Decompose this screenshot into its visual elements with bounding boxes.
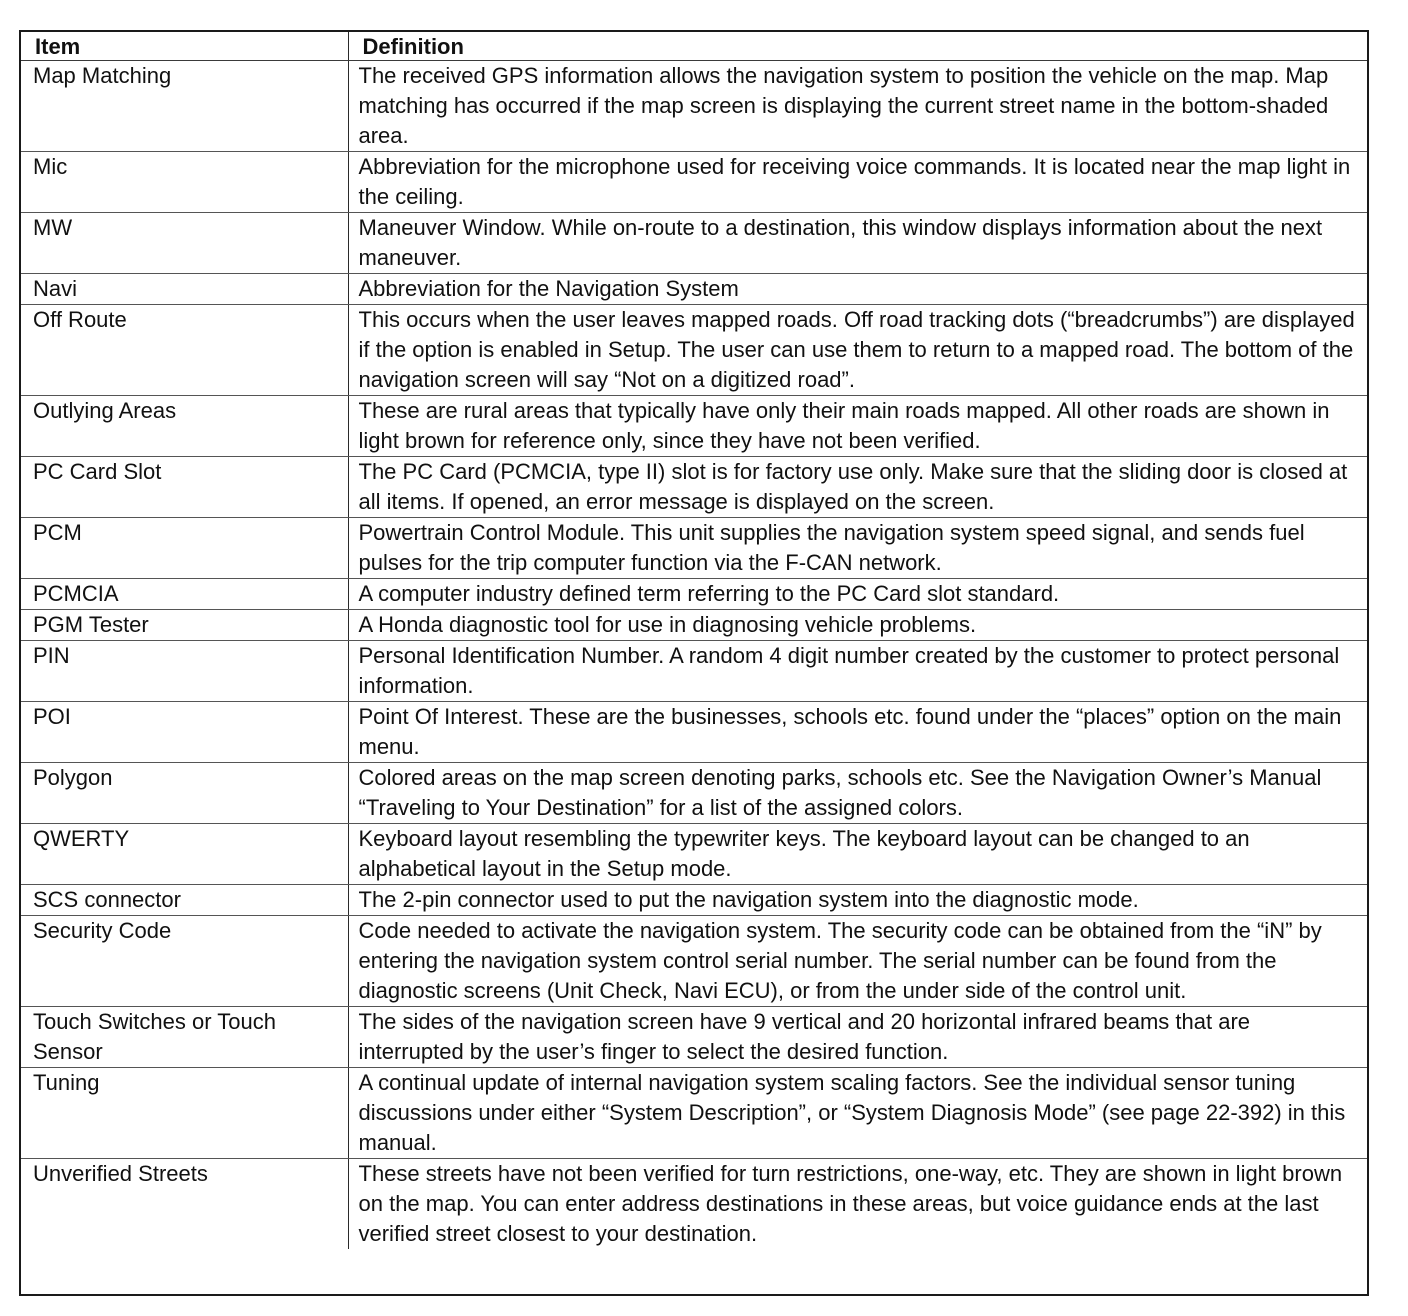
table-row (21, 763, 1367, 824)
term-cell: Navi (21, 274, 348, 305)
term-cell: Unverified Streets (33, 1161, 208, 1186)
definition-cell: The received GPS information allows the navigation system to position the vehicle on the map. Map matching has occurred if the map screen is displaying the current street name in the bottom-shaded area. (348, 61, 1367, 152)
term-cell: MW (21, 213, 348, 274)
term-cell: Map Matching (21, 61, 348, 152)
table-row (21, 916, 1367, 1007)
definition-cell: Personal Identification Number. A random 4 digit number created by the customer to protect personal information. (348, 641, 1367, 702)
glossary-page (19, 30, 1369, 1296)
table-row (21, 61, 1367, 152)
table-row (21, 885, 1367, 916)
definition-cell: The 2-pin connector used to put the navigation system into the diagnostic mode. (348, 885, 1367, 916)
term-cell: Touch Switches or Touch Sensor (21, 1007, 348, 1068)
glossary-table (21, 32, 1367, 1249)
table-row (21, 274, 1367, 305)
term-cell: Mic (21, 152, 348, 213)
term-cell: Off Route (21, 305, 348, 396)
header-row (21, 32, 1367, 61)
term-cell: PIN (21, 641, 348, 702)
table-row (21, 824, 1367, 885)
definition-cell: A Honda diagnostic tool for use in diagnosing vehicle problems. (348, 610, 1367, 641)
definition-cell: Powertrain Control Module. This unit supplies the navigation system speed signal, and sends fuel pulses for the trip computer function via the F-CAN network. (348, 518, 1367, 579)
definition-cell: Colored areas on the map screen denoting parks, schools etc. See the Navigation Owner’s Manual “Traveling to Your Destination” for a list of the assigned colors. (348, 763, 1367, 824)
table-row (21, 610, 1367, 641)
term-cell: Tuning (21, 1068, 348, 1159)
definition-cell: Abbreviation for the Navigation System (348, 274, 1367, 305)
definition-cell: Maneuver Window. While on-route to a destination, this window displays information about the next maneuver. (348, 213, 1367, 274)
table-row (21, 152, 1367, 213)
header-item: Item (21, 32, 348, 61)
definition-cell: This occurs when the user leaves mapped roads. Off road tracking dots (“breadcrumbs”) are displayed if the option is enabled in Setup. The user can use them to return to a mapped road. The bottom of the navigation screen will say “Not on a digitized road”. (348, 305, 1367, 396)
term-cell: PC Card Slot (21, 457, 348, 518)
definition-cell: Point Of Interest. These are the businesses, schools etc. found under the “places” option on the main menu. (348, 702, 1367, 763)
table-row (21, 457, 1367, 518)
table-row (21, 396, 1367, 457)
term-cell: PCMCIA (21, 579, 348, 610)
definition-cell: A continual update of internal navigation system scaling factors. See the individual sensor tuning discussions under either “System Description”, or “System Diagnosis Mode” (see page 22-392) in this manual. (348, 1068, 1367, 1159)
definition-cell: Code needed to activate the navigation system. The security code can be obtained from the “iN” by entering the navigation system control serial number. The serial number can be found from the diagnostic screens (Unit Check, Navi ECU), or from the under side of the control unit. (348, 916, 1367, 1007)
term-cell: Polygon (21, 763, 348, 824)
term-cell: PCM (21, 518, 348, 579)
definition-cell: These streets have not been verified for turn restrictions, one-way, etc. They are shown in light brown on the map. You can enter address destinations in these areas, but voice guidance ends at the last verified street closest to your destination. (348, 1159, 1367, 1250)
term-cell: POI (21, 702, 348, 763)
table-row (21, 518, 1367, 579)
definition-cell: A computer industry defined term referring to the PC Card slot standard. (348, 579, 1367, 610)
term-cell: Outlying Areas (21, 396, 348, 457)
table-row (21, 641, 1367, 702)
table-row (21, 305, 1367, 396)
table-row (21, 1159, 1367, 1250)
table-row (21, 1068, 1367, 1159)
table-row (21, 213, 1367, 274)
definition-cell: The PC Card (PCMCIA, type II) slot is for factory use only. Make sure that the sliding door is closed at all items. If opened, an error message is displayed on the screen. (348, 457, 1367, 518)
term-cell: QWERTY (21, 824, 348, 885)
table-row (21, 1007, 1367, 1068)
definition-cell: Keyboard layout resembling the typewriter keys. The keyboard layout can be changed to an alphabetical layout in the Setup mode. (348, 824, 1367, 885)
definition-cell: These are rural areas that typically have only their main roads mapped. All other roads are shown in light brown for reference only, since they have not been verified. (348, 396, 1367, 457)
definition-cell: Abbreviation for the microphone used for receiving voice commands. It is located near the map light in the ceiling. (348, 152, 1367, 213)
term-cell: SCS connector (21, 885, 348, 916)
term-cell: Security Code (21, 916, 348, 1007)
table-row (21, 702, 1367, 763)
term-cell: PGM Tester (21, 610, 348, 641)
table-row (21, 579, 1367, 610)
definition-cell: The sides of the navigation screen have 9 vertical and 20 horizontal infrared beams that are interrupted by the user’s finger to select the desired function. (348, 1007, 1367, 1068)
header-definition: Definition (348, 32, 1367, 61)
